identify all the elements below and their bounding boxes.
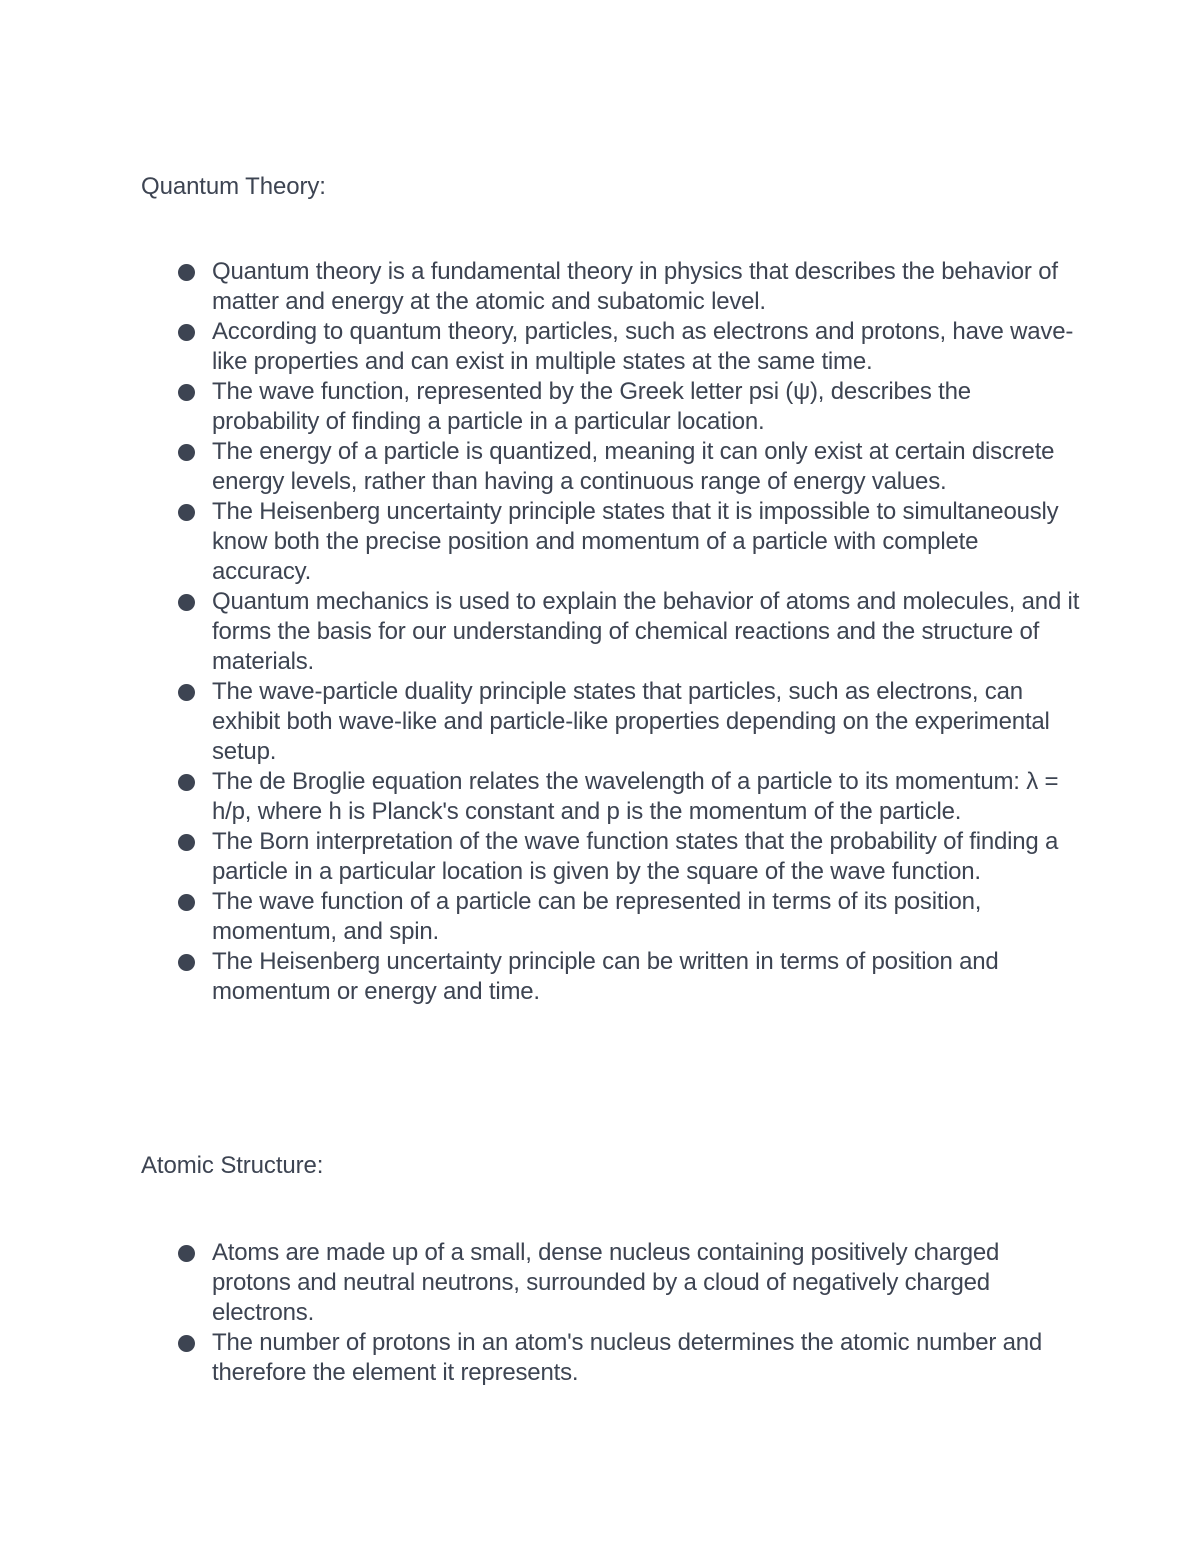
bullet-icon bbox=[178, 774, 195, 791]
list-item-text: According to quantum theory, particles, such as electrons and protons, have wave-like properties and can exist in multiple states at the same time. bbox=[212, 318, 1074, 375]
bullet-icon bbox=[178, 324, 195, 341]
list-item bbox=[141, 677, 1081, 767]
bullet-icon bbox=[178, 504, 195, 521]
list-item bbox=[141, 377, 1081, 437]
list-item bbox=[141, 947, 1081, 1007]
bullet-icon bbox=[178, 684, 195, 701]
atomic-structure-list bbox=[141, 1238, 1081, 1388]
list-item-text: The energy of a particle is quantized, meaning it can only exist at certain discrete energy levels, rather than having a continuous range of energy values. bbox=[212, 438, 1055, 495]
bullet-icon bbox=[178, 594, 195, 611]
list-item-text: The Born interpretation of the wave function states that the probability of finding a particle in a particular location is given by the square of the wave function. bbox=[212, 828, 1059, 885]
bullet-icon bbox=[178, 1245, 195, 1262]
list-item-text: The wave function of a particle can be represented in terms of its position, momentum, and spin. bbox=[212, 888, 982, 945]
list-item-text: The de Broglie equation relates the wavelength of a particle to its momentum: λ = h/p, where h is Planck's constant and p is the momentum of the particle. bbox=[212, 768, 1059, 825]
list-item bbox=[141, 257, 1081, 317]
list-item bbox=[141, 437, 1081, 497]
bullet-icon bbox=[178, 954, 195, 971]
list-item-text: Quantum theory is a fundamental theory in physics that describes the behavior of matter and energy at the atomic and subatomic level. bbox=[212, 258, 1058, 315]
list-item bbox=[141, 1328, 1081, 1388]
list-item bbox=[141, 497, 1081, 587]
bullet-icon bbox=[178, 264, 195, 281]
section-heading-quantum-theory: Quantum Theory: bbox=[141, 173, 326, 200]
bullet-icon bbox=[178, 834, 195, 851]
list-item-text: The Heisenberg uncertainty principle states that it is impossible to simultaneously know both the precise position and momentum of a particle with complete accuracy. bbox=[212, 498, 1059, 585]
list-item bbox=[141, 317, 1081, 377]
quantum-theory-list bbox=[141, 257, 1081, 1007]
list-item-text: The wave-particle duality principle states that particles, such as electrons, can exhibit both wave-like and particle-like properties depending on the experimental setup. bbox=[212, 678, 1050, 765]
list-item-text: The Heisenberg uncertainty principle can be written in terms of position and momentum or energy and time. bbox=[212, 948, 999, 1005]
bullet-icon bbox=[178, 894, 195, 911]
bullet-icon bbox=[178, 444, 195, 461]
list-item bbox=[141, 1238, 1081, 1328]
list-item-text: The number of protons in an atom's nucleus determines the atomic number and therefore the element it represents. bbox=[212, 1329, 1043, 1386]
list-item bbox=[141, 887, 1081, 947]
list-item-text: Atoms are made up of a small, dense nucleus containing positively charged protons and neutral neutrons, surrounded by a cloud of negatively charged electrons. bbox=[212, 1239, 1000, 1326]
list-item-text: Quantum mechanics is used to explain the behavior of atoms and molecules, and it forms the basis for our understanding of chemical reactions and the structure of materials. bbox=[212, 588, 1080, 675]
list-item-text: The wave function, represented by the Greek letter psi (ψ), describes the probability of finding a particle in a particular location. bbox=[212, 378, 971, 435]
bullet-icon bbox=[178, 384, 195, 401]
list-item bbox=[141, 587, 1081, 677]
section-heading-atomic-structure: Atomic Structure: bbox=[141, 1152, 324, 1179]
bullet-icon bbox=[178, 1335, 195, 1352]
list-item bbox=[141, 767, 1081, 827]
list-item bbox=[141, 827, 1081, 887]
